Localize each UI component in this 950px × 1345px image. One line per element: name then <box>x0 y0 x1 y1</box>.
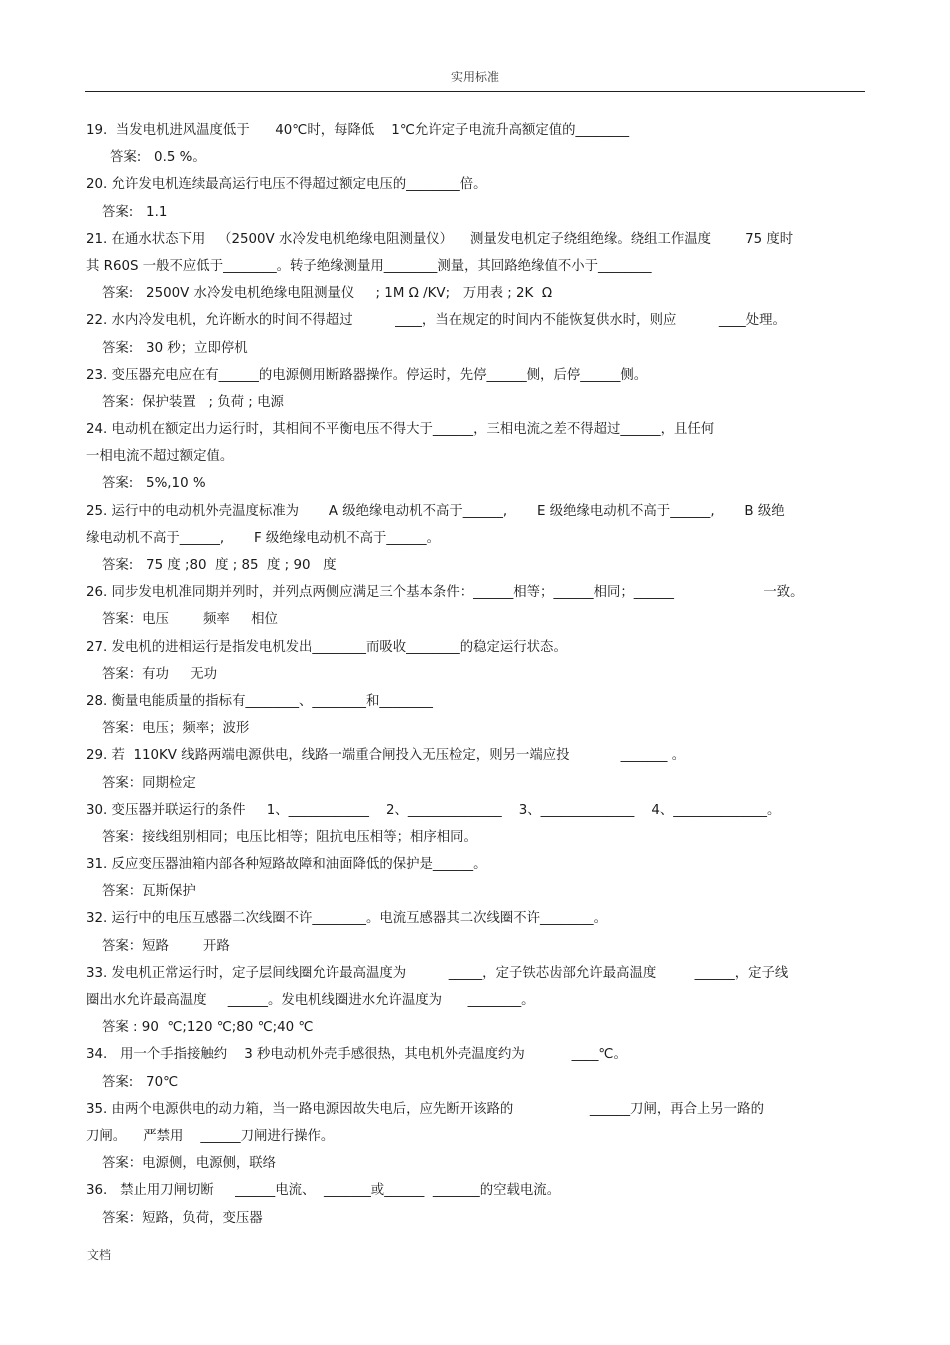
question-line: 一相电流不超过额定值。 <box>86 449 234 465</box>
answer-line: 答案 : 90 ℃;120 ℃;80 ℃;40 ℃ <box>102 1020 314 1036</box>
question-line: 31. 反应变压器油箱内部各种短路故障和油面降低的保护是______。 <box>86 857 487 873</box>
question-line: 25. 运行中的电动机外壳温度标准为 A 级绝缘电动机不高于______, E 级绝缘电动机不高于______, B 级绝 <box>86 503 785 519</box>
question-line: 28. 衡量电能质量的指标有________、________和________ <box>86 693 433 709</box>
question-line: 30. 变压器并联运行的条件 1、____________ 2、______________ 3、______________ 4、______________。 <box>86 802 781 818</box>
question-line: 其 R60S 一般不应低于________。转子绝缘测量用________测量，其回路绝缘值不小于________ <box>86 258 652 274</box>
answer-line: 答案: 1.1 <box>102 204 168 220</box>
answer-line: 答案：电压；频率；波形 <box>102 721 250 737</box>
qa-content <box>86 117 862 1232</box>
header-title: 实用标准 <box>450 70 499 84</box>
question-line: 27. 发电机的进相运行是指发电机发出________而吸收________的稳定运行状态。 <box>86 639 567 655</box>
answer-line: 答案: 75 度 ;80 度 ; 85 度 ; 90 度 <box>102 558 337 573</box>
question-line: 24. 电动机在额定出力运行时，其相间不平衡电压不得大于______，三相电流之差不得超过______，且任何 <box>86 422 715 438</box>
question-line: 36. 禁止用刀闸切断 ______电流、 _______或______ _______的空载电流。 <box>86 1183 561 1199</box>
question-line: 33. 发电机正常运行时，定子层间线圈允许最高温度为 _____，定子铁芯齿部允许最高温度 ______，定子线 <box>86 965 789 981</box>
answer-line: 答案: 5%,10 % <box>102 476 206 492</box>
answer-line: 答案: 2500V 水冷发电机绝缘电阻测量仪 ; 1M Ω /KV; 万用表 ; 2K Ω <box>102 286 553 302</box>
question-line: 20. 允许发电机连续最高运行电压不得超过额定电压的________倍。 <box>86 177 487 193</box>
question-line: 22. 水内冷发电机，允许断水的时间不得超过 ____，当在规定的时间内不能恢复供水时，则应 ____处理。 <box>86 313 786 329</box>
answer-line: 答案：电源侧，电源侧，联络 <box>102 1156 277 1172</box>
answer-line: 答案：接线组别相同；电压比相等；阻抗电压相等；相序相同。 <box>102 829 477 845</box>
question-line: 26. 同步发电机准同期并列时，并列点两侧应满足三个基本条件：______相等；______相同；______ 一致。 <box>86 585 804 601</box>
question-line: 19. 当发电机进风温度低于 40℃时，每降低 1℃允许定子电流升高额定值的________ <box>86 123 630 138</box>
question-line: 圈出水允许最高温度 ______。发电机线圈进水允许温度为 ________。 <box>86 993 535 1008</box>
answer-line: 答案: 30 秒；立即停机 <box>102 340 248 356</box>
answer-line: 答案：电压 频率 相位 <box>102 612 278 628</box>
question-line: 35. 由两个电源供电的动力箱，当一路电源因故失电后，应先断开该路的 ______刀闸，再合上另一路的 <box>86 1101 764 1117</box>
question-line: 23. 变压器充电应在有______的电源侧用断路器操作。停运时，先停______侧，后停______侧。 <box>86 367 648 383</box>
answer-line: 答案：瓦斯保护 <box>102 884 196 900</box>
question-line: 29. 若 110KV 线路两端电源供电，线路一端重合闸投入无压检定，则另一端应投 _______ 。 <box>86 748 686 764</box>
page-header <box>85 62 865 92</box>
question-line: 刀闸。 严禁用 ______刀闸进行操作。 <box>86 1128 335 1144</box>
question-line: 34. 用一个手指接触约 3 秒电动机外壳手感很热，其电机外壳温度约为 ____℃。 <box>86 1047 627 1063</box>
question-line: 21. 在通水状态下用 （2500V 水冷发电机绝缘电阻测量仪） 测量发电机定子绕组绝缘。绕组工作温度 75 度时 <box>86 231 794 247</box>
answer-line: 答案：保护装置 ; 负荷 ; 电源 <box>102 394 284 410</box>
question-line: 32. 运行中的电压互感器二次线圈不许________。电流互感器其二次线圈不许________。 <box>86 911 608 927</box>
question-line: 缘电动机不高于______, F 级绝缘电动机不高于______。 <box>86 530 440 546</box>
answer-line: 答案: 0.5 %。 <box>110 150 206 166</box>
answer-line: 答案：有功 无功 <box>102 666 218 682</box>
answer-line: 答案：短路，负荷，变压器 <box>102 1210 263 1226</box>
answer-line: 答案：短路 开路 <box>102 938 230 954</box>
answer-line: 答案: 70℃ <box>102 1074 179 1090</box>
page-footer: 文档 <box>87 1248 112 1262</box>
answer-line: 答案：同期检定 <box>102 775 196 791</box>
